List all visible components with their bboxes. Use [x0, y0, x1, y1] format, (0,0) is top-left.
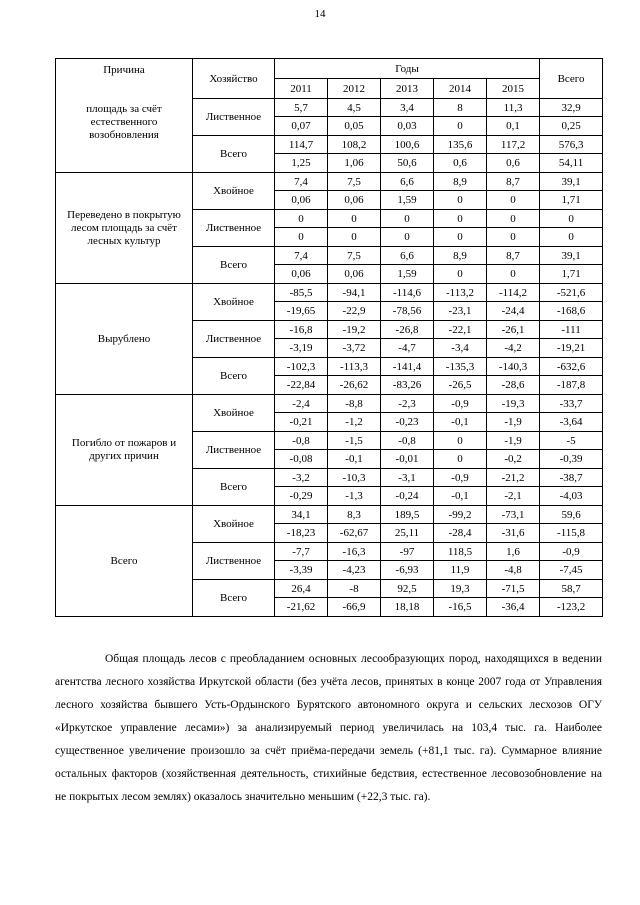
- value-cell: 19,3: [434, 580, 487, 598]
- value-cell: -141,4: [381, 358, 434, 376]
- value-cell: -114,6: [381, 284, 434, 302]
- value-cell: -0,2: [487, 450, 540, 469]
- header-year-2015: 2015: [487, 79, 540, 99]
- value-cell: -1,5: [328, 432, 381, 450]
- value-cell: 4,5: [328, 99, 381, 117]
- total-cell: -4,03: [540, 487, 603, 506]
- total-cell: -632,6: [540, 358, 603, 376]
- farm-cell: Всего: [193, 247, 275, 284]
- value-cell: -16,3: [328, 543, 381, 561]
- value-cell: 8,9: [434, 173, 487, 191]
- value-cell: 0,6: [487, 154, 540, 173]
- cause-cell-wrap: [62, 64, 186, 168]
- value-cell: -16,5: [434, 598, 487, 617]
- value-cell: 0,07: [275, 117, 328, 136]
- value-cell: 8,7: [487, 247, 540, 265]
- total-cell: -0,39: [540, 450, 603, 469]
- total-cell: -5: [540, 432, 603, 450]
- value-cell: -1,9: [487, 432, 540, 450]
- table-row: [56, 173, 603, 191]
- value-cell: -19,3: [487, 395, 540, 413]
- farm-cell: Хвойное: [193, 395, 275, 432]
- table-row: [56, 506, 603, 524]
- total-cell: 1,71: [540, 191, 603, 210]
- farm-cell: Лиственное: [193, 321, 275, 358]
- farm-cell: Хвойное: [193, 284, 275, 321]
- value-cell: 1,06: [328, 154, 381, 173]
- value-cell: -26,5: [434, 376, 487, 395]
- farm-cell: Лиственное: [193, 210, 275, 247]
- value-cell: -3,1: [381, 469, 434, 487]
- value-cell: -19,2: [328, 321, 381, 339]
- value-cell: 7,4: [275, 247, 328, 265]
- total-cell: -38,7: [540, 469, 603, 487]
- value-cell: -26,8: [381, 321, 434, 339]
- value-cell: -1,9: [487, 413, 540, 432]
- total-cell: 1,71: [540, 265, 603, 284]
- value-cell: -83,26: [381, 376, 434, 395]
- value-cell: 5,7: [275, 99, 328, 117]
- value-cell: -4,2: [487, 339, 540, 358]
- header-total: Всего: [540, 59, 603, 99]
- value-cell: -24,4: [487, 302, 540, 321]
- value-cell: -0,01: [381, 450, 434, 469]
- value-cell: 135,6: [434, 136, 487, 154]
- value-cell: 0,03: [381, 117, 434, 136]
- value-cell: -36,4: [487, 598, 540, 617]
- value-cell: -0,9: [434, 469, 487, 487]
- table-header-row: [56, 59, 603, 79]
- value-cell: -22,1: [434, 321, 487, 339]
- value-cell: 117,2: [487, 136, 540, 154]
- value-cell: 0,06: [275, 191, 328, 210]
- value-cell: 6,6: [381, 247, 434, 265]
- value-cell: -3,2: [275, 469, 328, 487]
- value-cell: 114,7: [275, 136, 328, 154]
- value-cell: 0: [275, 210, 328, 228]
- forest-area-table: [55, 58, 603, 617]
- value-cell: 0,6: [434, 154, 487, 173]
- value-cell: -0,1: [434, 413, 487, 432]
- value-cell: -0,9: [434, 395, 487, 413]
- value-cell: 50,6: [381, 154, 434, 173]
- value-cell: 0: [275, 228, 328, 247]
- value-cell: -0,1: [434, 487, 487, 506]
- value-cell: 100,6: [381, 136, 434, 154]
- total-cell: 39,1: [540, 173, 603, 191]
- total-cell: 576,3: [540, 136, 603, 154]
- value-cell: -2,1: [487, 487, 540, 506]
- cause-cell: Переведено в покрытую лесом площадь за счёт лесных культур: [56, 173, 193, 284]
- total-cell: 59,6: [540, 506, 603, 524]
- cause-cell: Вырублено: [56, 284, 193, 395]
- value-cell: -0,24: [381, 487, 434, 506]
- value-cell: -8,8: [328, 395, 381, 413]
- farm-cell: Лиственное: [193, 543, 275, 580]
- value-cell: 8: [434, 99, 487, 117]
- total-cell: 58,7: [540, 580, 603, 598]
- value-cell: -73,1: [487, 506, 540, 524]
- header-cause: Причина: [103, 63, 145, 76]
- value-cell: -0,08: [275, 450, 328, 469]
- value-cell: -26,1: [487, 321, 540, 339]
- header-year-2014: 2014: [434, 79, 487, 99]
- value-cell: -18,23: [275, 524, 328, 543]
- value-cell: 0: [434, 228, 487, 247]
- total-cell: 32,9: [540, 99, 603, 117]
- total-cell: -7,45: [540, 561, 603, 580]
- total-cell: -521,6: [540, 284, 603, 302]
- total-cell: -187,8: [540, 376, 603, 395]
- value-cell: 7,5: [328, 173, 381, 191]
- cause-label: площадь за счёт естественного возобновления: [86, 102, 162, 141]
- value-cell: -19,65: [275, 302, 328, 321]
- value-cell: -3,39: [275, 561, 328, 580]
- value-cell: -113,3: [328, 358, 381, 376]
- value-cell: 11,9: [434, 561, 487, 580]
- farm-cell: Лиственное: [193, 432, 275, 469]
- value-cell: 8,7: [487, 173, 540, 191]
- farm-cell: Всего: [193, 580, 275, 617]
- value-cell: 26,4: [275, 580, 328, 598]
- value-cell: -0,8: [381, 432, 434, 450]
- value-cell: 0: [487, 191, 540, 210]
- value-cell: 1,59: [381, 191, 434, 210]
- farm-cell: Всего: [193, 136, 275, 173]
- total-cell: -115,8: [540, 524, 603, 543]
- total-cell: 54,11: [540, 154, 603, 173]
- total-cell: -0,9: [540, 543, 603, 561]
- value-cell: -7,7: [275, 543, 328, 561]
- value-cell: -94,1: [328, 284, 381, 302]
- value-cell: -78,56: [381, 302, 434, 321]
- value-cell: -0,8: [275, 432, 328, 450]
- table-row: [56, 395, 603, 413]
- value-cell: 0: [434, 117, 487, 136]
- farm-cell: Хвойное: [193, 173, 275, 210]
- body-paragraph: Общая площадь лесов с преобладанием основных лесообразующих пород, находящихся в ведении агентства лесного хозяйства Иркутской области (без учёта лесов, принятых в конце 2007 года от Управления лесного хозяйства бывшего Усть-Ордынского Бурятского автономного округа и сельских лесхозов ОГУ «Иркутское управление лесами») за анализируемый период увеличилась на 103,4 тыс. га. Наиболее существенное увеличение произошло за счёт приёма-передачи земель (+81,1 тыс. га). Суммарное влияние остальных факторов (хозяйственная деятельность, стихийные бедствия, естественное лесовозобновление на не покрытых лесом землях) оказалось значительно меньшим (+22,3 тыс. га).: [55, 653, 602, 803]
- value-cell: -0,29: [275, 487, 328, 506]
- farm-cell: Хвойное: [193, 506, 275, 543]
- header-years: Годы: [275, 59, 540, 79]
- table-body: [56, 59, 603, 617]
- value-cell: -1,3: [328, 487, 381, 506]
- value-cell: 0,05: [328, 117, 381, 136]
- value-cell: 1,6: [487, 543, 540, 561]
- total-cell: -111: [540, 321, 603, 339]
- value-cell: -4,8: [487, 561, 540, 580]
- value-cell: 0: [434, 210, 487, 228]
- value-cell: 0: [381, 228, 434, 247]
- value-cell: 0: [434, 191, 487, 210]
- value-cell: 0: [381, 210, 434, 228]
- value-cell: -2,3: [381, 395, 434, 413]
- total-cell: 0,25: [540, 117, 603, 136]
- page-number: 14: [314, 8, 326, 20]
- value-cell: -140,3: [487, 358, 540, 376]
- farm-cell: Всего: [193, 358, 275, 395]
- value-cell: 7,5: [328, 247, 381, 265]
- value-cell: 0: [487, 228, 540, 247]
- value-cell: -114,2: [487, 284, 540, 302]
- header-year-2013: 2013: [381, 79, 434, 99]
- value-cell: 0: [487, 210, 540, 228]
- total-cell: -168,6: [540, 302, 603, 321]
- value-cell: -23,1: [434, 302, 487, 321]
- value-cell: 0: [328, 210, 381, 228]
- value-cell: 3,4: [381, 99, 434, 117]
- value-cell: -2,4: [275, 395, 328, 413]
- farm-cell: Всего: [193, 469, 275, 506]
- value-cell: -4,23: [328, 561, 381, 580]
- value-cell: 18,18: [381, 598, 434, 617]
- value-cell: 189,5: [381, 506, 434, 524]
- value-cell: 118,5: [434, 543, 487, 561]
- total-cell: 39,1: [540, 247, 603, 265]
- total-cell: -19,21: [540, 339, 603, 358]
- value-cell: -10,3: [328, 469, 381, 487]
- value-cell: -3,19: [275, 339, 328, 358]
- value-cell: 7,4: [275, 173, 328, 191]
- value-cell: -6,93: [381, 561, 434, 580]
- value-cell: -8: [328, 580, 381, 598]
- value-cell: 0,06: [328, 265, 381, 284]
- value-cell: -97: [381, 543, 434, 561]
- value-cell: 0,1: [487, 117, 540, 136]
- value-cell: -28,4: [434, 524, 487, 543]
- total-cell: -123,2: [540, 598, 603, 617]
- value-cell: -28,6: [487, 376, 540, 395]
- header-year-2011: 2011: [275, 79, 328, 99]
- value-cell: 8,3: [328, 506, 381, 524]
- value-cell: -22,9: [328, 302, 381, 321]
- table-row: [56, 284, 603, 302]
- value-cell: -0,1: [328, 450, 381, 469]
- value-cell: -4,7: [381, 339, 434, 358]
- value-cell: -16,8: [275, 321, 328, 339]
- value-cell: 6,6: [381, 173, 434, 191]
- value-cell: 0: [487, 265, 540, 284]
- total-cell: 0: [540, 210, 603, 228]
- value-cell: 0: [328, 228, 381, 247]
- farm-cell: Лиственное: [193, 99, 275, 136]
- value-cell: -1,2: [328, 413, 381, 432]
- value-cell: 34,1: [275, 506, 328, 524]
- value-cell: 0,06: [328, 191, 381, 210]
- value-cell: -0,21: [275, 413, 328, 432]
- value-cell: 92,5: [381, 580, 434, 598]
- total-cell: -33,7: [540, 395, 603, 413]
- value-cell: 1,59: [381, 265, 434, 284]
- value-cell: -135,3: [434, 358, 487, 376]
- header-farm: Хозяйство: [193, 59, 275, 99]
- value-cell: 1,25: [275, 154, 328, 173]
- value-cell: -3,72: [328, 339, 381, 358]
- value-cell: -62,67: [328, 524, 381, 543]
- cause-cell: Всего: [56, 506, 193, 617]
- value-cell: -66,9: [328, 598, 381, 617]
- value-cell: -3,4: [434, 339, 487, 358]
- value-cell: -99,2: [434, 506, 487, 524]
- value-cell: -26,62: [328, 376, 381, 395]
- value-cell: 0,06: [275, 265, 328, 284]
- value-cell: -21,2: [487, 469, 540, 487]
- total-cell: 0: [540, 228, 603, 247]
- value-cell: -22,84: [275, 376, 328, 395]
- value-cell: 108,2: [328, 136, 381, 154]
- value-cell: -113,2: [434, 284, 487, 302]
- value-cell: -0,23: [381, 413, 434, 432]
- value-cell: 0: [434, 450, 487, 469]
- value-cell: 0: [434, 432, 487, 450]
- total-cell: -3,64: [540, 413, 603, 432]
- value-cell: -31,6: [487, 524, 540, 543]
- value-cell: 11,3: [487, 99, 540, 117]
- header-year-2012: 2012: [328, 79, 381, 99]
- value-cell: -71,5: [487, 580, 540, 598]
- cause-cell: Погибло от пожаров и других причин: [56, 395, 193, 506]
- value-cell: 0: [434, 265, 487, 284]
- cause-cell: [56, 59, 193, 173]
- value-cell: -102,3: [275, 358, 328, 376]
- value-cell: 25,11: [381, 524, 434, 543]
- value-cell: 8,9: [434, 247, 487, 265]
- value-cell: -85,5: [275, 284, 328, 302]
- value-cell: -21,62: [275, 598, 328, 617]
